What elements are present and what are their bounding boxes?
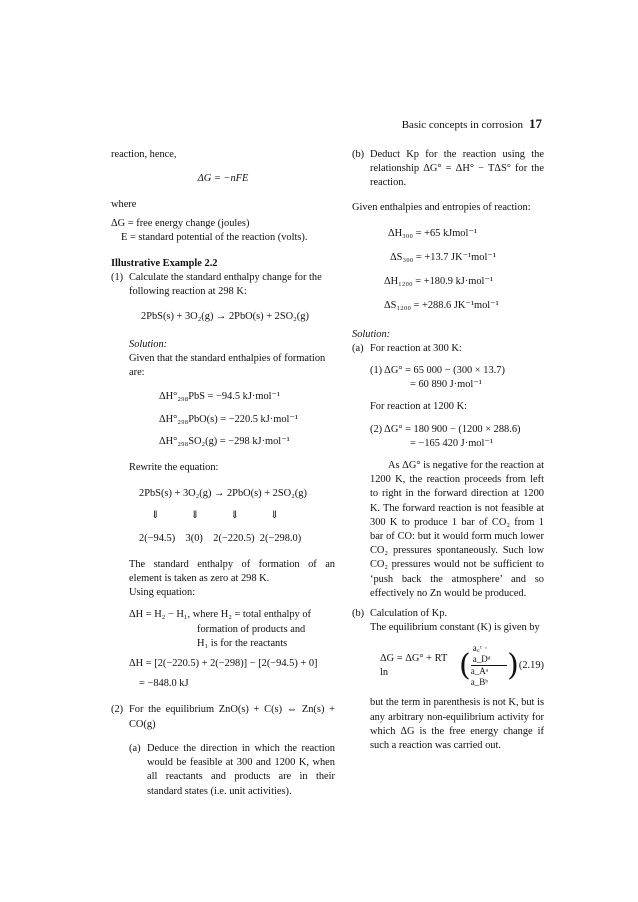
equation: = −848.0 kJ xyxy=(139,678,189,690)
arrow-row xyxy=(129,509,279,523)
equation: ΔH₁₂₀₀ = +180.9 kJ·mol⁻¹ xyxy=(384,276,494,288)
text-line: where xyxy=(111,199,137,211)
equation: ΔH°₂₉₈SO₂(g) = −298 kJ·mol⁻¹ xyxy=(159,435,290,447)
equation: ΔH = [2(−220.5) + 2(−298)] − [2(−94.5) + 0] xyxy=(129,658,318,670)
equation: (2) ΔG° = 180 900 − (1200 × 288.6) xyxy=(370,423,521,435)
text-line: Rewrite the equation: xyxy=(129,462,219,474)
running-title: Basic concepts in corrosion xyxy=(401,119,523,131)
text-line: For reaction at 1200 K: xyxy=(370,401,467,413)
equation: (1) ΔG° = 65 000 − (300 × 13.7) xyxy=(370,365,505,377)
list-label: (1) xyxy=(111,272,124,284)
text-paragraph: The standard enthalpy of formation of an element is taken as zero at 298 K. xyxy=(129,558,335,585)
text-line: The equilibrium constant (K) is given by xyxy=(370,622,540,634)
definition: ΔG = free energy change (joules) xyxy=(111,217,250,229)
solution-label: Solution: xyxy=(352,328,391,340)
equation: = 60 890 J·mol⁻¹ xyxy=(410,379,482,391)
fraction-group: ( $\frac{\text{a꜀ᶜ · a\_Dᵈ}}{\text{a\_Aᵃ a\_Bᵇ}}$ ) xyxy=(458,643,519,688)
text-paragraph: but the term in parenthesis is not K, but is any arbitrary non-equilibrium activity for which ΔG is the free energy change if such a reaction was carried out. xyxy=(370,697,544,752)
down-arrow-icon: ⇓ xyxy=(230,510,240,522)
list-label: (b) xyxy=(352,608,365,620)
list-text: For reaction at 300 K: xyxy=(370,342,462,354)
text-line: Given enthalpies and entropies of reaction: xyxy=(352,201,531,213)
list-label: (2) xyxy=(111,704,124,716)
left-column xyxy=(111,148,335,799)
fraction-denominator: a_Aᵃ a_Bᵇ xyxy=(470,666,489,688)
running-header xyxy=(402,117,542,132)
equation: H₁ is for the reactants xyxy=(197,637,288,649)
list-label: (b) xyxy=(352,149,365,160)
list-text: Calculate the standard enthalpy change for the following reaction at 298 K: xyxy=(129,272,322,298)
equation: = −165 420 J·mol⁻¹ xyxy=(410,437,493,449)
text-line: Given that the standard enthalpies of formation are: xyxy=(129,353,326,379)
text-line: reaction, hence, xyxy=(111,149,177,160)
list-text: For the equilibrium ZnO(s) + C(s) ⇔ Zn(s) + CO(g) xyxy=(129,704,335,730)
list-label: (a) xyxy=(129,742,141,754)
equation-2-19 xyxy=(352,643,544,688)
values-row: 2(−94.5) 3(0) 2(−220.5) 2(−298.0) xyxy=(139,532,302,544)
solution-label: Solution: xyxy=(129,338,168,350)
equation: 2PbS(s) + 3O₂(g) → 2PbO(s) + 2SO₂(g) xyxy=(139,488,307,500)
down-arrow-icon: ⇓ xyxy=(270,510,279,522)
list-text: Deduce the direction in which the reaction would be feasible at 300 and 1200 K, when all reactants and products are in their standard states (i.e. unit activities). xyxy=(147,742,335,797)
definition: E = standard potential of the reaction (volts). xyxy=(121,231,308,243)
equation: 2PbS(s) + 3O₂(g) → 2PbO(s) + 2SO₂(g) xyxy=(141,310,309,322)
list-text: Calculation of Kp. xyxy=(370,608,448,620)
down-arrow-icon: ⇓ xyxy=(190,510,200,522)
page-number: 17 xyxy=(529,116,542,131)
right-column xyxy=(352,148,544,753)
example-heading: Illustrative Example 2.2 xyxy=(111,258,218,270)
equation: ΔH°₂₉₈PbS = −94.5 kJ·mol⁻¹ xyxy=(159,391,281,403)
equation: formation of products and xyxy=(197,623,306,635)
text-line: Using equation: xyxy=(129,587,196,599)
equation: ΔH = H₂ − H₁, where H₂ = total enthalpy of xyxy=(129,609,312,621)
equation: ΔH₃₀₀ = +65 kJmol⁻¹ xyxy=(388,227,477,239)
equation-lhs: ΔG = ΔG° + RT ln xyxy=(380,652,448,678)
list-label: (a) xyxy=(352,342,364,354)
equation: ΔG = −nFE xyxy=(197,173,249,185)
equation-number: (2.19) xyxy=(518,659,544,671)
equation: ΔS₁₂₀₀ = +288.6 JK⁻¹mol⁻¹ xyxy=(384,300,499,312)
equation: ΔH°₂₉₈PbO(s) = −220.5 kJ·mol⁻¹ xyxy=(159,413,299,425)
equation: ΔS₃₀₀ = +13.7 JK⁻¹mol⁻¹ xyxy=(390,252,496,264)
fraction-numerator: a꜀ᶜ · a_Dᵈ xyxy=(471,643,507,666)
down-arrow-icon: ⇓ xyxy=(151,510,160,522)
text-paragraph: As ΔG° is negative for the reaction at 1200 K, the reaction proceeds from left to right in the forward direction at 1200 K. The forward reaction is not feasible at 300 K to produce 1 bar of CO₂ from 1 bar of CO: but it would form much lower CO₂ pressures spontaneously. Such low CO₂ pressures would not be sufficient to ‘push back the atmosphere’ and so effectively no Zn would be produced. xyxy=(370,460,544,599)
list-text: Deduct Kp for the reaction using the relationship ΔG° = ΔH° − TΔS° for the reaction. xyxy=(370,149,544,189)
